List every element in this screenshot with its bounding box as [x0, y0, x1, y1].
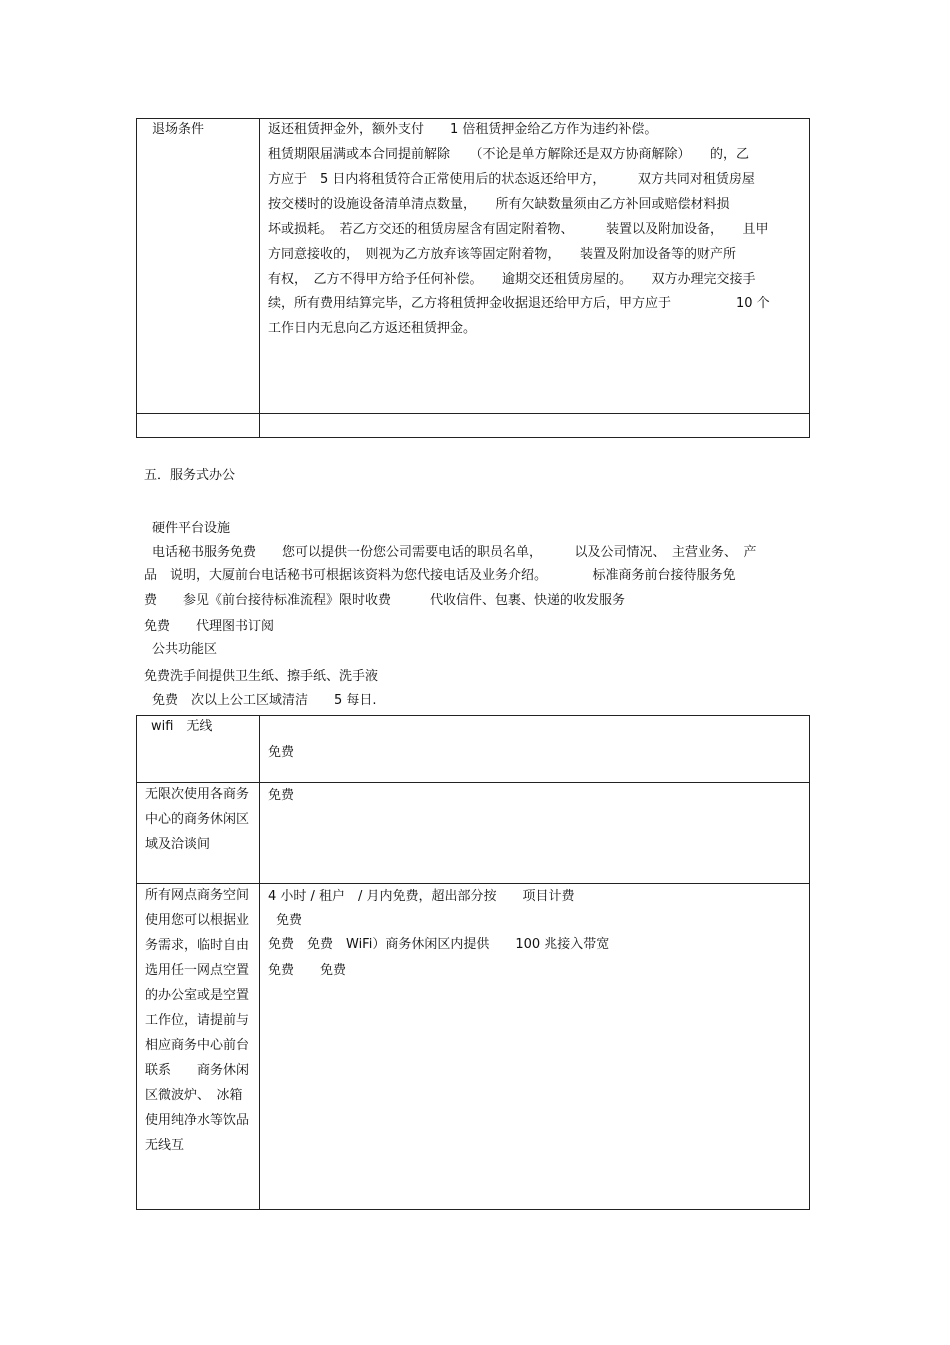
row-label-exit-conditions: 退场条件 — [152, 122, 205, 137]
section-line: 免费 代理图书订阅 — [144, 619, 275, 634]
section-line: 硬件平台设施 — [152, 521, 231, 536]
section-line: 免费洗手间提供卫生纸、擦手纸、洗手液 — [144, 669, 379, 684]
row-value-line: 免费 免费 WiFi）商务休闲区内提供 100 兆接入带宽 — [268, 937, 610, 952]
clause-line: 按交楼时的设施设备清单清点数量， 所有欠缺数量须由乙方补回或赔偿材料损 — [268, 197, 730, 212]
clause-line: 方应于 5 日内将租赁符合正常使用后的状态返还给甲方， 双方共同对租赁房屋 — [268, 172, 755, 187]
row-value-lounge: 免费 — [268, 788, 295, 803]
section-line: 费 参见《前台接待标准流程》限时收费 代收信件、包裹、快递的收发服务 — [144, 593, 626, 608]
row-label-wifi: wifi 无线 — [151, 719, 213, 734]
column-divider — [259, 119, 260, 437]
clause-line: 返还租赁押金外，额外支付 1 倍租赁押金给乙方作为违约补偿。 — [268, 122, 658, 137]
section-heading: 五．服务式办公 — [144, 468, 236, 483]
column-divider — [259, 716, 260, 1209]
row-value-line: 免费 — [276, 913, 303, 928]
row-label-network: 所有网点商务空间使用您可以根据业务需求，临时自由选用任一网点空置的办公室或是空置工作位，请提前与相应商务中心前台联系 商务休闲区微波炉、 冰箱使用纯净水等饮品 无线互 — [145, 888, 263, 1153]
clause-line: 坏或损耗。 若乙方交还的租赁房屋含有固定附着物、 装置以及附加设备， 且甲 — [268, 222, 769, 237]
clause-line: 工作日内无息向乙方返还租赁押金。 — [268, 321, 477, 336]
clause-line: 续，所有费用结算完毕，乙方将租赁押金收据退还给甲方后，甲方应于 10 个 — [268, 296, 770, 311]
clause-line: 方同意接收的， 则视为乙方放弃该等固定附着物， 装置及附加设备等的财产所 — [268, 247, 737, 262]
row-value-line: 4 小时 / 租户 / 月内免费，超出部分按 项目计费 — [268, 889, 575, 904]
clause-line: 租赁期限届满或本合同提前解除 （不论是单方解除还是双方协商解除） 的，乙 — [268, 147, 750, 162]
section-line: 品 说明，大厦前台电话秘书可根据该资料为您代接电话及业务介绍。 标准商务前台接待服务免 — [144, 568, 736, 583]
section-line: 电话秘书服务免费 您可以提供一份您公司需要电话的职员名单， 以及公司情况、 主营业务、 产 — [152, 545, 757, 560]
row-value-line: 免费 免费 — [268, 963, 347, 978]
row-value-wifi: 免费 — [268, 745, 295, 760]
row-label-lounge: 无限次使用各商务中心的商务休闲区域及洽谈间 — [145, 787, 250, 852]
clause-line: 有权， 乙方不得甲方给予任何补偿。 逾期交还租赁房屋的。 双方办理完交接手 — [268, 272, 756, 287]
row-divider — [137, 413, 809, 414]
services-table — [136, 715, 810, 1210]
section-line: 免费 次以上公工区域清洁 5 每日. — [152, 693, 377, 708]
section-line: 公共功能区 — [152, 642, 218, 657]
